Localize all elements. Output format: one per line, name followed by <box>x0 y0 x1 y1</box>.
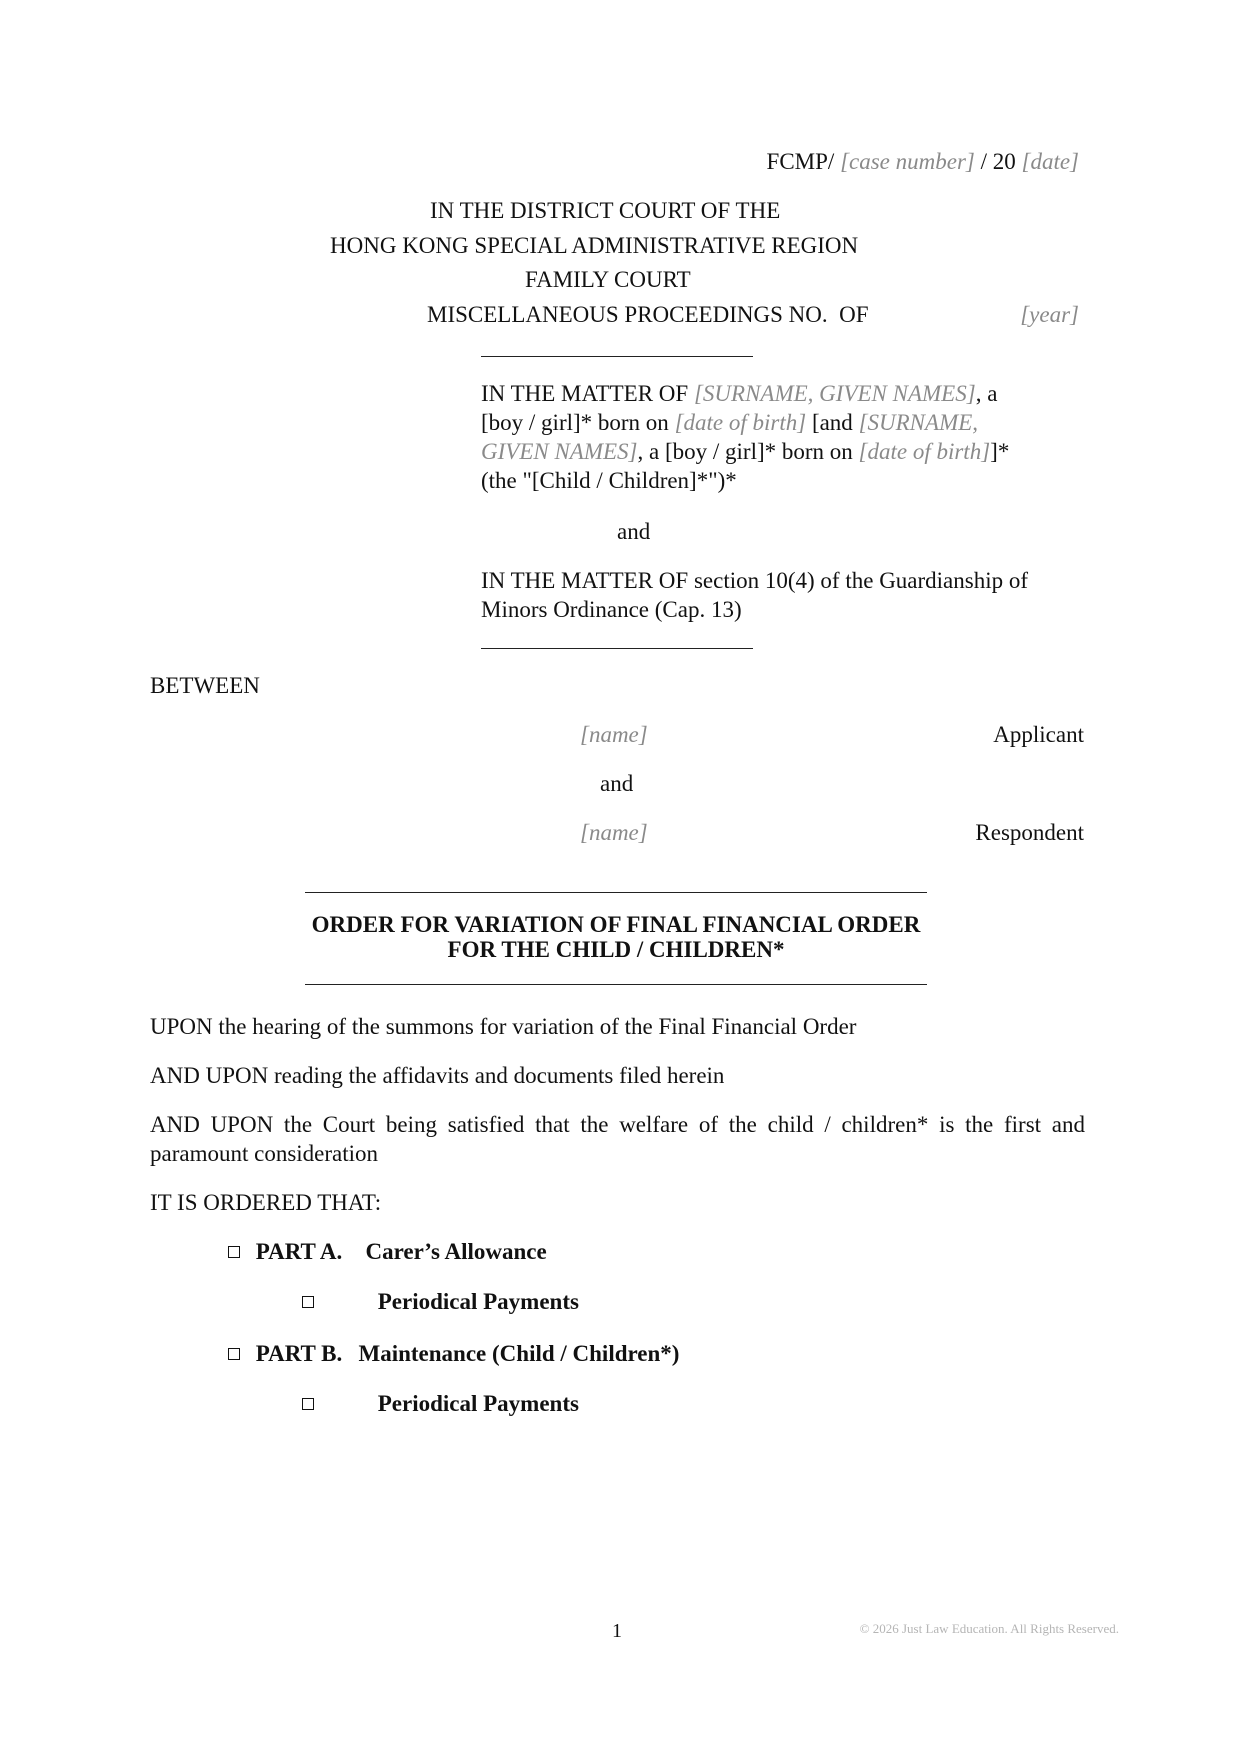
dob-2-placeholder[interactable]: [date of birth] <box>858 439 991 464</box>
court-line-4: MISCELLANEOUS PROCEEDINGS NO. OF <box>427 302 869 327</box>
matter-1-text: IN THE MATTER OF <box>481 381 694 406</box>
case-number-placeholder[interactable]: [case number] <box>840 149 975 174</box>
date-placeholder[interactable]: [date] <box>1021 149 1079 174</box>
recital-3-line-1: AND UPON the Court being satisfied that the welfare of the child / children* is the first and <box>150 1112 1085 1137</box>
matter-1-text: , a <box>975 381 998 406</box>
case-year-prefix: / 20 <box>974 149 1022 174</box>
dob-1-placeholder[interactable]: [date of birth] <box>674 410 807 435</box>
copyright-notice: © 2026 Just Law Education. All Rights Reserved. <box>859 1621 1119 1636</box>
year-placeholder[interactable]: [year] <box>1020 302 1079 327</box>
matter-2-line-2: Minors Ordinance (Cap. 13) <box>481 597 742 622</box>
matter-1-text: [boy / girl]* born on <box>481 410 675 435</box>
court-line-3: FAMILY COURT <box>525 267 691 292</box>
applicant-name-placeholder[interactable]: [name] <box>580 722 648 747</box>
part-a-periodical-checkbox[interactable] <box>302 1296 314 1308</box>
part-b-row <box>228 1339 679 1368</box>
part-a-title: Carer’s Allowance <box>365 1239 547 1264</box>
part-a-periodical-label: Periodical Payments <box>377 1289 579 1314</box>
part-b-title: Maintenance (Child / Children*) <box>358 1341 680 1366</box>
between-label: BETWEEN <box>150 673 260 698</box>
matter-1-text: [and <box>806 410 859 435</box>
and-connector-2: and <box>600 771 634 796</box>
title-rule-bottom <box>305 984 927 985</box>
matter-2-line-1: IN THE MATTER OF section 10(4) of the Guardianship of <box>481 568 1029 593</box>
case-prefix: FCMP/ <box>766 149 835 174</box>
part-b-checkbox[interactable] <box>228 1348 240 1360</box>
matter-1-text: ]* <box>990 439 1010 464</box>
part-b-periodical-label: Periodical Payments <box>377 1391 579 1416</box>
recital-3-line-2: paramount consideration <box>150 1141 379 1166</box>
page-number: 1 <box>612 1620 622 1642</box>
part-a-sub-row <box>302 1287 579 1316</box>
matter-2 <box>481 566 1028 624</box>
matter-1-text: , a [boy / girl]* born on <box>637 439 859 464</box>
title-rule-top <box>305 892 927 893</box>
part-a-row <box>228 1237 547 1266</box>
court-line-1: IN THE DISTRICT COURT OF THE <box>430 198 781 223</box>
part-b-sub-row <box>302 1389 579 1418</box>
child-name-2-placeholder[interactable]: [SURNAME, <box>858 410 979 435</box>
part-a-label: PART A. <box>255 1239 343 1264</box>
respondent-role: Respondent <box>975 820 1084 845</box>
divider-top <box>481 356 753 357</box>
child-definition: (the "[Child / Children]*")* <box>481 468 737 493</box>
and-connector-1: and <box>617 519 651 544</box>
respondent-name-placeholder[interactable]: [name] <box>580 820 648 845</box>
part-b-label: PART B. <box>255 1341 343 1366</box>
case-reference <box>767 147 1079 176</box>
court-line-2: HONG KONG SPECIAL ADMINISTRATIVE REGION <box>330 233 859 258</box>
recital-1: UPON the hearing of the summons for variation of the Final Financial Order <box>150 1014 857 1039</box>
ordered-heading: IT IS ORDERED THAT: <box>150 1190 382 1215</box>
child-name-2-placeholder-cont[interactable]: GIVEN NAMES] <box>481 439 638 464</box>
recital-2: AND UPON reading the affidavits and documents filed herein <box>150 1063 725 1088</box>
order-title-line-1: ORDER FOR VARIATION OF FINAL FINANCIAL ORDER <box>311 912 921 937</box>
part-b-periodical-checkbox[interactable] <box>302 1398 314 1410</box>
order-title-line-2: FOR THE CHILD / CHILDREN* <box>447 937 785 962</box>
applicant-role: Applicant <box>993 722 1084 747</box>
child-name-1-placeholder[interactable]: [SURNAME, GIVEN NAMES] <box>693 381 976 406</box>
matter-1 <box>481 379 1009 495</box>
part-a-checkbox[interactable] <box>228 1246 240 1258</box>
divider-middle <box>481 648 753 649</box>
